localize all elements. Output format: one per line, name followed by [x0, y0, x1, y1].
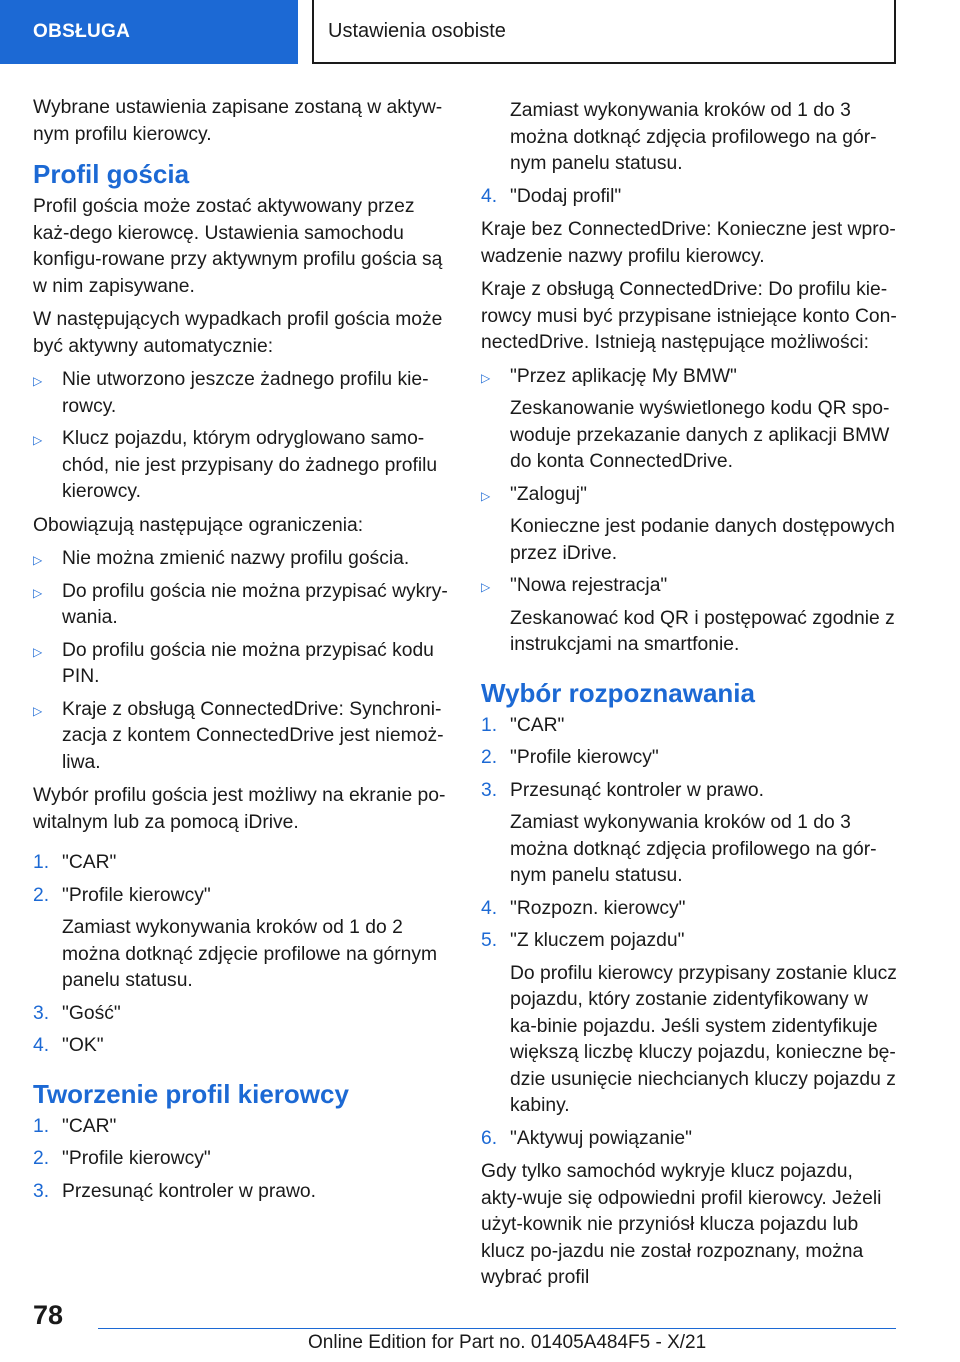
limits-list	[33, 546, 448, 776]
triangle-bullet-icon: ▷	[33, 374, 43, 388]
chapter-title-text: Ustawienia osobiste	[328, 19, 506, 42]
step-number: 2.	[481, 747, 498, 768]
list-item	[33, 546, 448, 573]
create-profile-heading: Tworzenie profil kierowcy	[33, 1078, 349, 1109]
step-number: 6.	[481, 1127, 498, 1149]
section-tab	[0, 0, 298, 64]
step-text: Przesunąć kontroler w prawo.	[510, 779, 764, 801]
step-number: 1.	[33, 1115, 50, 1137]
page-number: 78	[33, 1300, 64, 1330]
guest-profile-heading: Profil gościa	[33, 159, 190, 189]
step-item	[33, 1179, 448, 1206]
triangle-bullet-icon: ▷	[33, 703, 43, 718]
list-item	[33, 426, 448, 506]
list-item	[33, 697, 448, 777]
step-text: "CAR"	[510, 714, 565, 736]
no-connecteddrive-paragraph: Kraje bez ConnectedDrive: Konieczne jest wpro-wadzenie nazwy profilu kierowcy.	[481, 219, 896, 267]
final-paragraph: Gdy tylko samochód wykryje klucz pojazdu, akty-wuje się odpowiedni profil kierowcy. Jeżeli użyt-kownik nie przyniósł klucza pojazdu lub klucz po-jazdu nie został rozpoznany, można wybrać profil	[481, 1161, 882, 1288]
step-item	[33, 1146, 448, 1173]
recognition-heading: Wybór rozpoznawania	[481, 677, 755, 708]
recognition-steps-list	[481, 713, 897, 1153]
option-note: Zeskanowanie wyświetlonego kodu QR spo-woduje przekazanie danych z aplikacji BMW do konta ConnectedDrive.	[510, 398, 890, 472]
list-item-text: Do profilu gościa nie można przypisać wykry-wania.	[62, 580, 448, 628]
step-item	[481, 928, 897, 1120]
list-item	[33, 638, 448, 691]
step-note: Do profilu kierowcy przypisany zostanie klucz pojazdu, który zostanie zidentyfikowany w ka-binie pojazdu. Jeśli system zidentyfikuje większą liczbę kluczy pojazdu, konieczne bę-dzie usunięcie niechcianych kluczy pojazdu z kabiny.	[510, 962, 897, 1116]
option-note: Konieczne jest podanie danych dostępowych przez iDrive.	[510, 516, 895, 564]
list-item	[481, 482, 897, 568]
step-number: 4.	[481, 897, 498, 919]
step-number: 3.	[33, 1180, 50, 1202]
left-column	[33, 95, 448, 1212]
step-item	[33, 883, 448, 995]
option-text: "Nowa rejestracja"	[510, 575, 668, 596]
guest-paragraph-1: Profil gościa może zostać aktywowany przez każ-dego kierowcę. Ustawienia samochodu konfigu-rowane przy aktywnym profilu gościa są w nim zapisywane.	[33, 196, 443, 297]
option-text: "Zaloguj"	[510, 483, 587, 505]
step-text: "CAR"	[62, 1115, 117, 1137]
create-steps-list	[33, 1114, 448, 1206]
right-column	[481, 98, 897, 1299]
list-item	[481, 364, 897, 476]
footer-divider	[98, 1328, 896, 1329]
step-item	[33, 1001, 448, 1028]
step-number: 5.	[481, 930, 498, 951]
section-label: OBSŁUGA	[33, 21, 131, 42]
triangle-bullet-icon: ▷	[33, 553, 43, 567]
guest-paragraph-2: W następujących wypadkach profil gościa może być aktywny automatycznie:	[33, 309, 443, 357]
step-text: Przesunąć kontroler w prawo.	[62, 1180, 316, 1202]
step-item	[481, 896, 897, 923]
step-item	[33, 850, 448, 877]
triangle-bullet-icon: ▷	[481, 580, 491, 594]
continued-step-note: Zamiast wykonywania kroków od 1 do 3 można dotknąć zdjęcia profilowego na gór-nym panelu statusu.	[510, 100, 877, 174]
step-text: "Profile kierowcy"	[62, 1148, 211, 1169]
step-number: 1.	[33, 852, 50, 873]
list-item	[33, 367, 448, 420]
step-text: "CAR"	[62, 852, 117, 873]
step-number: 2.	[33, 1148, 50, 1169]
list-item-text: Klucz pojazdu, którym odryglowano samo-chód, nie jest przypisany do żadnego profilu kierowcy.	[62, 428, 438, 502]
step-item	[481, 745, 897, 772]
step-text: "Profile kierowcy"	[510, 747, 659, 768]
list-item-text: Nie można zmienić nazwy profilu gościa.	[62, 548, 410, 569]
step-number: 2.	[33, 884, 50, 906]
step-item	[33, 1033, 448, 1060]
step-item	[481, 184, 897, 211]
list-item	[481, 573, 897, 659]
intro-paragraph: Wybrane ustawienia zapisane zostaną w aktyw-nym profilu kierowcy.	[33, 97, 443, 145]
step-text: "Profile kierowcy"	[62, 884, 211, 906]
limits-intro: Obowiązują następujące ograniczenia:	[33, 514, 364, 536]
auto-activation-list	[33, 367, 448, 506]
step-number: 3.	[33, 1002, 50, 1024]
create-steps-continued	[481, 184, 897, 211]
step-number: 4.	[33, 1035, 50, 1056]
step-item	[481, 1126, 897, 1153]
triangle-bullet-icon: ▷	[33, 433, 43, 447]
triangle-bullet-icon: ▷	[481, 488, 491, 503]
guest-steps-list	[33, 850, 448, 1060]
step-item	[33, 1114, 448, 1141]
chapter-title	[312, 0, 896, 64]
list-item-text: Kraje z obsługą ConnectedDrive: Synchroni-zacja z kontem ConnectedDrive jest niemoż-liwa.	[62, 698, 444, 773]
step-text: "Rozpozn. kierowcy"	[510, 897, 686, 919]
step-text: "OK"	[62, 1035, 104, 1056]
list-item-text: Do profilu gościa nie można przypisać kodu PIN.	[62, 639, 434, 687]
step-number: 4.	[481, 185, 498, 207]
triangle-bullet-icon: ▷	[33, 585, 43, 600]
select-paragraph: Wybór profilu gościa jest możliwy na ekranie po-witalnym lub za pomocą iDrive.	[33, 785, 446, 833]
list-item	[33, 579, 448, 632]
connecteddrive-paragraph: Kraje z obsługą ConnectedDrive: Do profilu kie-rowcy musi być przypisane istniejące konto Con-nectedDrive. Istnieją następujące możliwości:	[481, 279, 897, 353]
step-text: "Gość"	[62, 1002, 121, 1024]
triangle-bullet-icon: ▷	[33, 644, 43, 659]
connecteddrive-options	[481, 364, 897, 659]
step-item	[481, 778, 897, 890]
step-number: 3.	[481, 779, 498, 801]
step-text: "Aktywuj powiązanie"	[510, 1127, 692, 1149]
triangle-bullet-icon: ▷	[481, 370, 491, 385]
step-text: "Z kluczem pojazdu"	[510, 930, 685, 951]
step-note: Zamiast wykonywania kroków od 1 do 3 można dotknąć zdjęcia profilowego na gór-nym panelu statusu.	[510, 812, 877, 886]
option-note: Zeskanować kod QR i postępować zgodnie z instrukcjami na smartfonie.	[510, 607, 895, 655]
step-text: "Dodaj profil"	[510, 185, 622, 207]
step-item	[481, 713, 897, 740]
list-item-text: Nie utworzono jeszcze żadnego profilu kie-rowcy.	[62, 369, 429, 417]
step-note: Zamiast wykonywania kroków od 1 do 2 można dotknąć zdjęcie profilowe na górnym panelu statusu.	[62, 917, 438, 991]
option-text: "Przez aplikację My BMW"	[510, 365, 737, 387]
step-number: 1.	[481, 714, 498, 736]
footer-edition: Online Edition for Part no. 01405A484F5 - X/21	[308, 1332, 707, 1353]
